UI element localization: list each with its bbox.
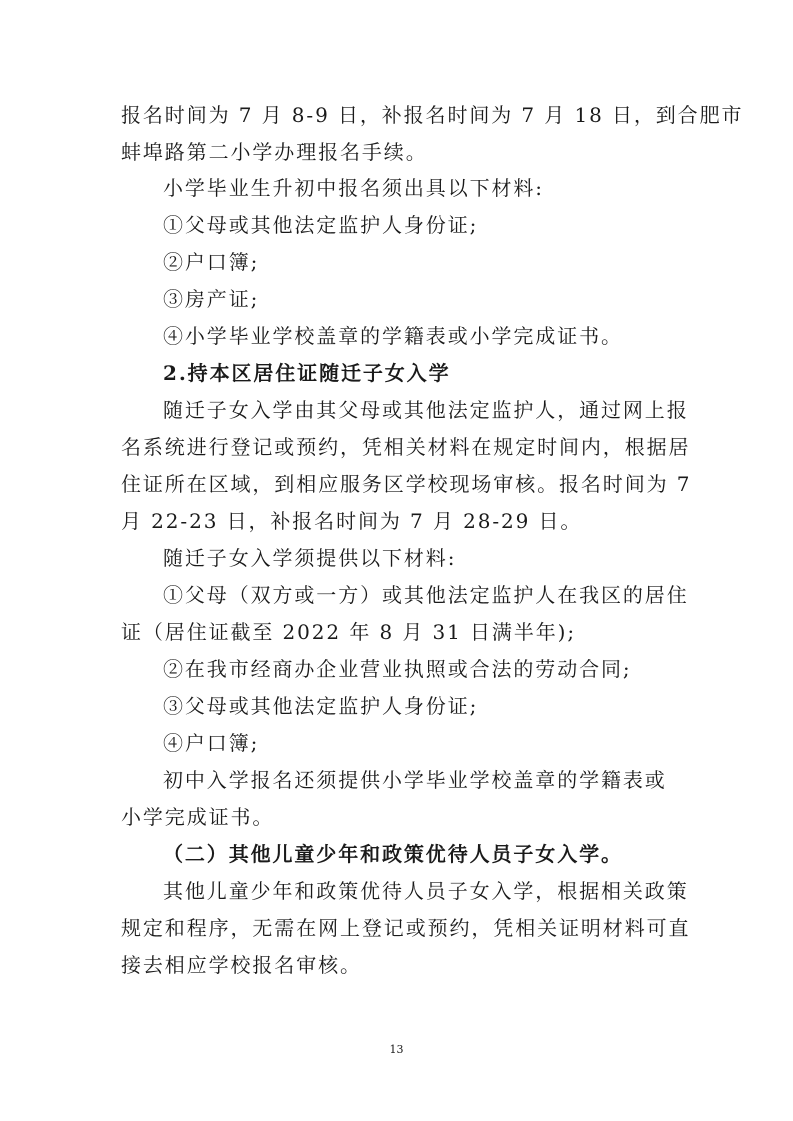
list-item: ①父母或其他法定监护人身份证; [163, 213, 479, 237]
page-number: 13 [389, 1043, 404, 1056]
text-line: 规定和程序，无需在网上登记或预约，凭相关证明材料可直 [121, 916, 691, 940]
text-line: 随迁子女入学由其父母或其他法定监护人，通过网上报 [163, 398, 689, 422]
text-line: 小学毕业生升初中报名须出具以下材料: [163, 176, 544, 200]
text-line: 接去相应学校报名审核。 [121, 953, 362, 977]
text-line: 随迁子女入学须提供以下材料: [163, 546, 457, 570]
list-item: ④户口簿; [163, 731, 260, 755]
text-line: 蚌埠路第二小学办理报名手续。 [121, 140, 428, 164]
text-line: 小学完成证书。 [121, 805, 275, 829]
text-line: 报名时间为 7 月 8-9 日，补报名时间为 7 月 18 日，到合肥市 [121, 103, 744, 127]
text-line: 名系统进行登记或预约，凭相关材料在规定时间内，根据居 [121, 435, 691, 459]
list-item: ③房产证; [163, 287, 260, 311]
text-line: 住证所在区域，到相应服务区学校现场审核。报名时间为 7 [121, 472, 692, 496]
list-item: ②户口簿; [163, 250, 260, 274]
section-heading: 2.持本区居住证随迁子女入学 [163, 361, 451, 385]
text-line: 初中入学报名还须提供小学毕业学校盖章的学籍表或 [163, 768, 667, 792]
text-line: 其他儿童少年和政策优待人员子女入学，根据相关政策 [163, 879, 689, 903]
list-item: ①父母（双方或一方）或其他法定监护人在我区的居住 [163, 583, 689, 607]
list-item: ②在我市经商办企业营业执照或合法的劳动合同; [163, 657, 632, 681]
list-item: ③父母或其他法定监护人身份证; [163, 694, 479, 718]
text-line: 证（居住证截至 2022 年 8 月 31 日满半年); [121, 620, 576, 644]
section-heading: （二）其他儿童少年和政策优待人员子女入学。 [163, 842, 623, 866]
list-item: ④小学毕业学校盖章的学籍表或小学完成证书。 [163, 324, 623, 348]
text-line: 月 22-23 日，补报名时间为 7 月 28-29 日。 [121, 509, 583, 533]
